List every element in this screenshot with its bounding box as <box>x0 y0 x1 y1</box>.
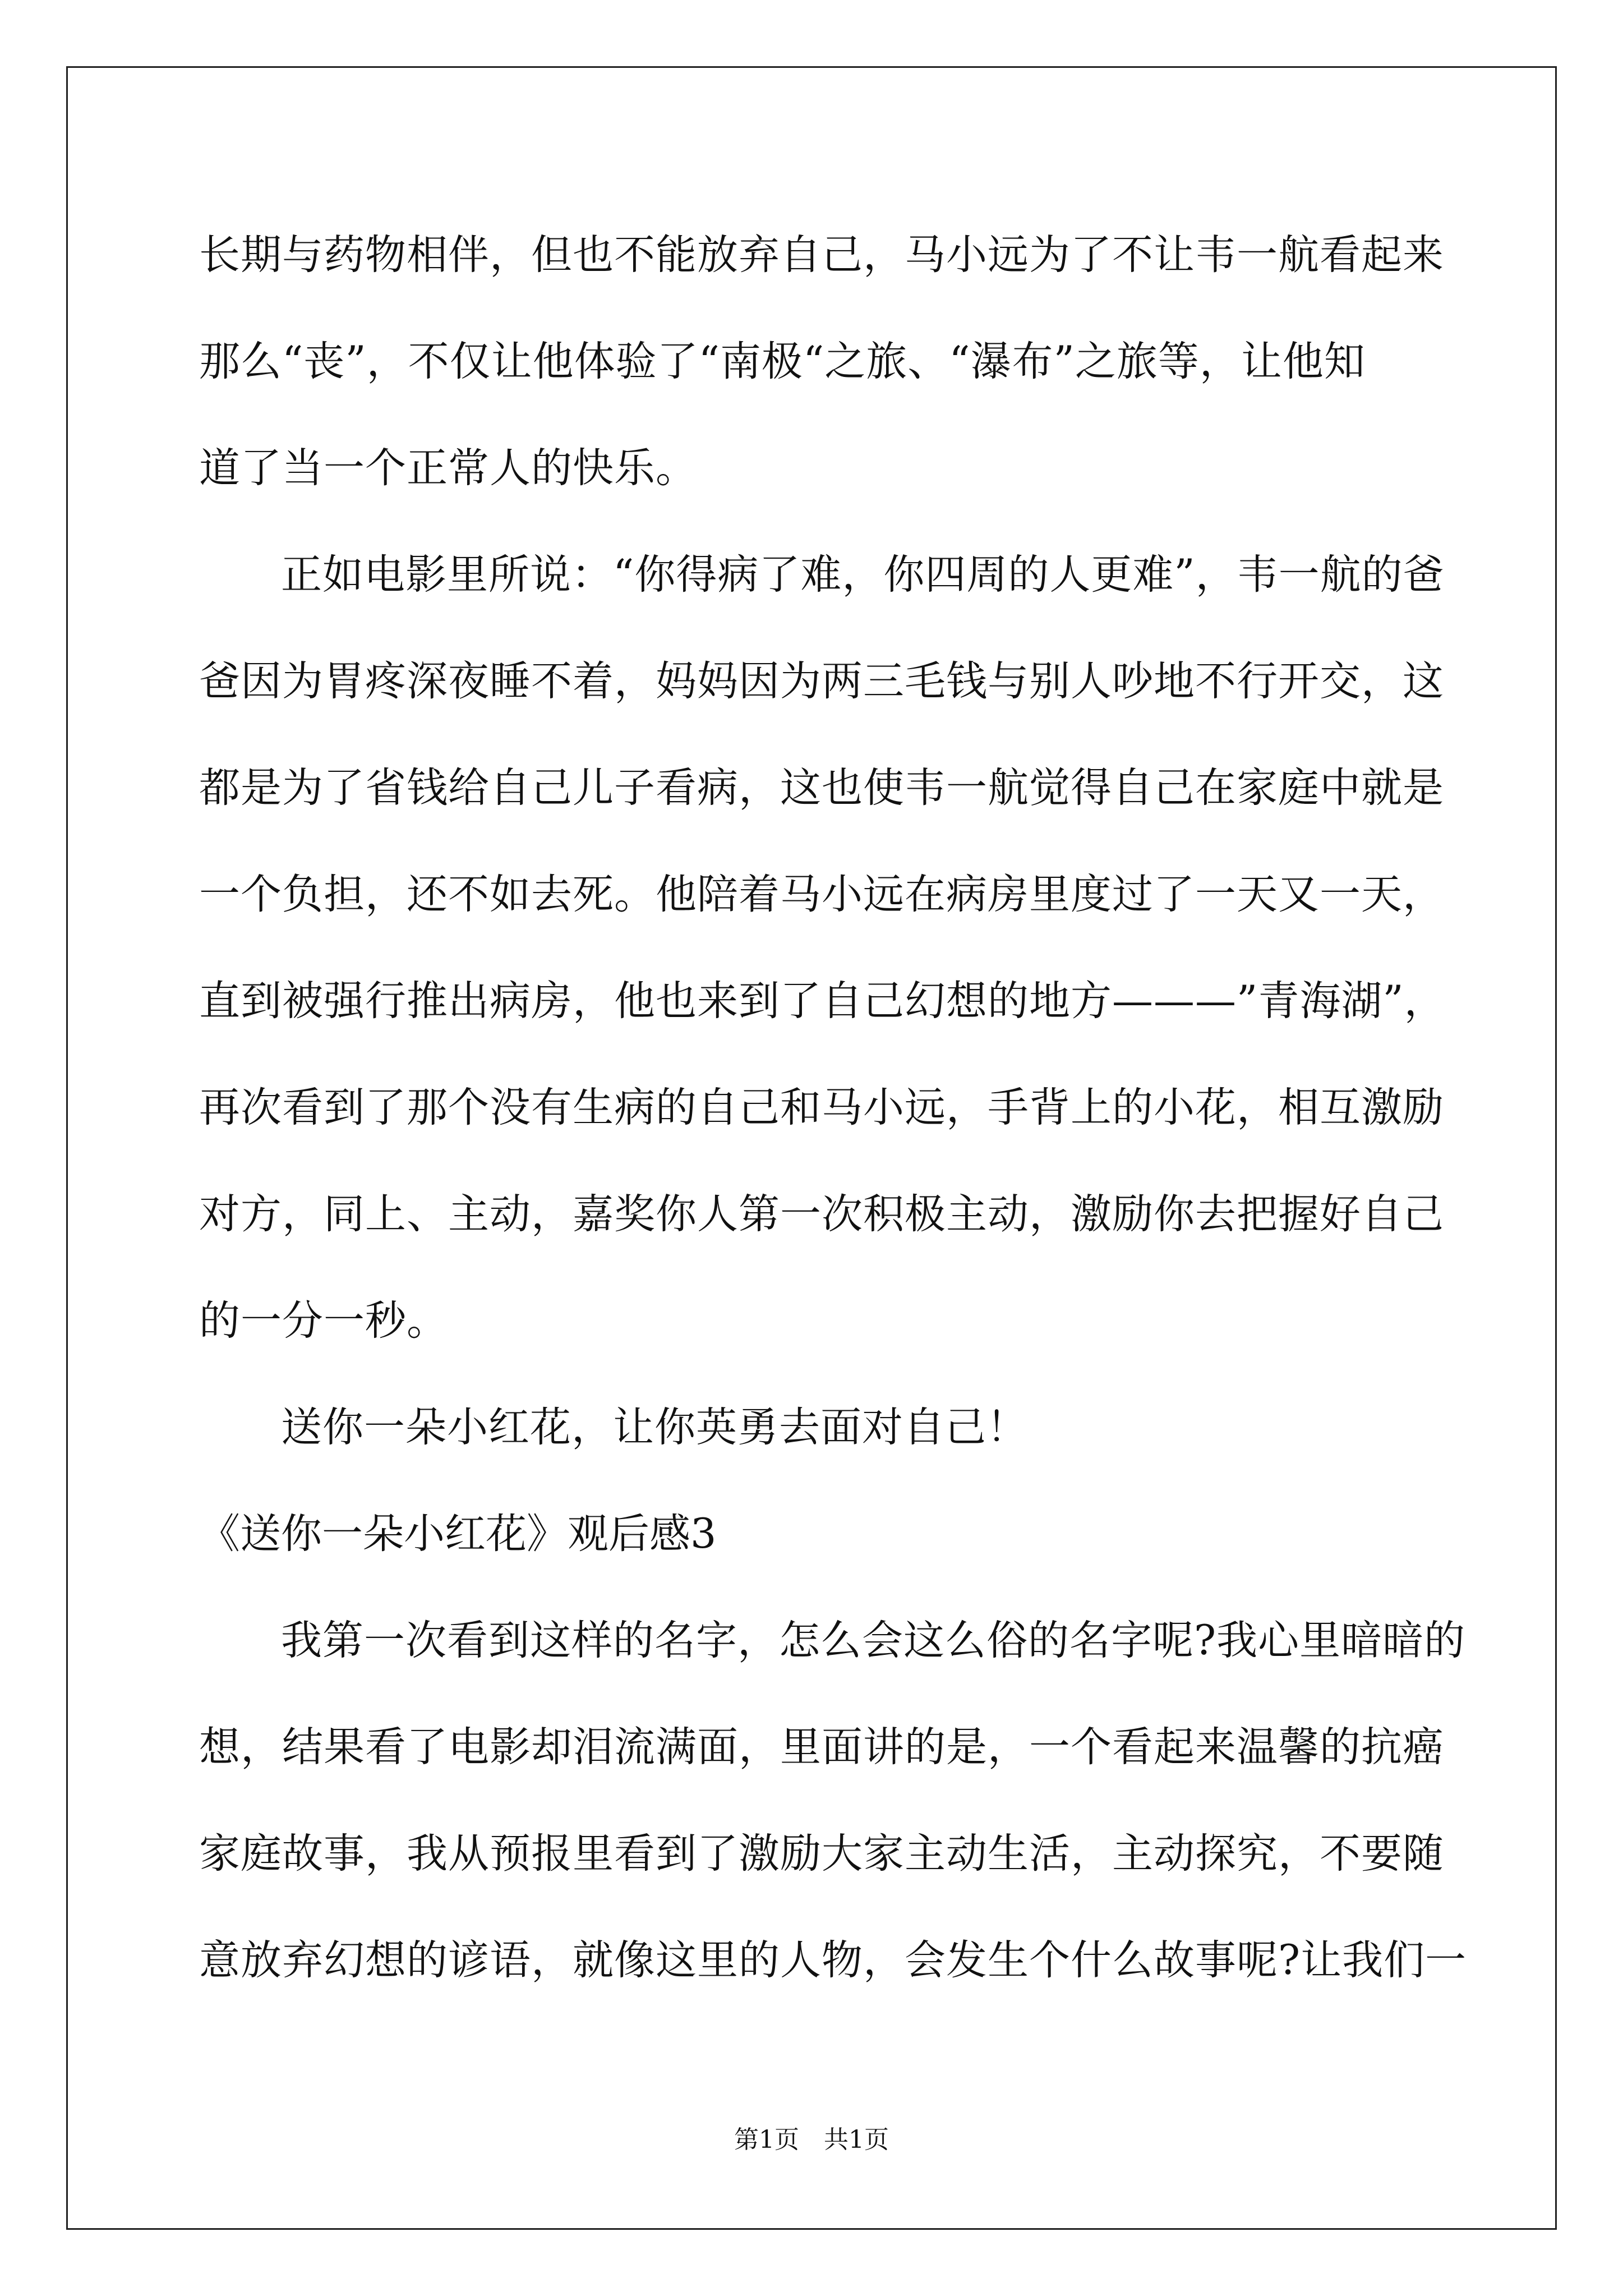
section-heading: 《送你一朵小红花》观后感3 <box>199 1510 717 1558</box>
paragraph-line: 都是为了省钱给自己儿子看病，这也使韦一航觉得自己在家庭中就是 <box>199 764 1444 812</box>
paragraph-line: 我第一次看到这样的名字，怎么会这么俗的名字呢?我心里暗暗的 <box>281 1617 1466 1664</box>
paragraph-line: 那么“丧”，不仅让他体验了“南极“之旅、“瀑布”之旅等，让他知 <box>199 338 1366 385</box>
paragraph-line: 家庭故事，我从预报里看到了激励大家主动生活，主动探究，不要随 <box>199 1830 1444 1878</box>
page-footer: 第1页 共1页 <box>734 2125 889 2154</box>
paragraph-line: 道了当一个正常人的快乐。 <box>199 444 697 492</box>
paragraph-line: 的一分一秒。 <box>199 1297 448 1345</box>
paragraph-line: 长期与药物相伴，但也不能放弃自己，马小远为了不让韦一航看起来 <box>199 231 1444 279</box>
paragraph-line: 想，结果看了电影却泪流满面，里面讲的是，一个看起来温馨的抗癌 <box>199 1723 1444 1771</box>
paragraph-line: 意放弃幻想的谚语，就像这里的人物，会发生个什么故事呢?让我们一 <box>199 1936 1467 1984</box>
paragraph-line: 对方，同上、主动，嘉奖你人第一次积极主动，激励你去把握好自己 <box>199 1190 1444 1238</box>
document-body <box>199 213 1467 2025</box>
paragraph-line: 爸因为胃疼深夜睡不着，妈妈因为两三毛钱与别人吵地不行开交，这 <box>199 657 1444 705</box>
paragraph-line: 直到被强行推出病房，他也来到了自己幻想的地方———”青海湖”， <box>199 977 1446 1025</box>
paragraph-line: 一个负担，还不如去死。他陪着马小远在病房里度过了一天又一天， <box>199 871 1444 918</box>
paragraph-line: 送你一朵小红花，让你英勇去面对自己！ <box>281 1404 1028 1451</box>
paragraph-line: 再次看到了那个没有生病的自己和马小远，手背上的小花，相互激励 <box>199 1084 1444 1131</box>
paragraph-line: 正如电影里所说：“你得病了难，你四周的人更难”，韦一航的爸 <box>281 551 1445 599</box>
